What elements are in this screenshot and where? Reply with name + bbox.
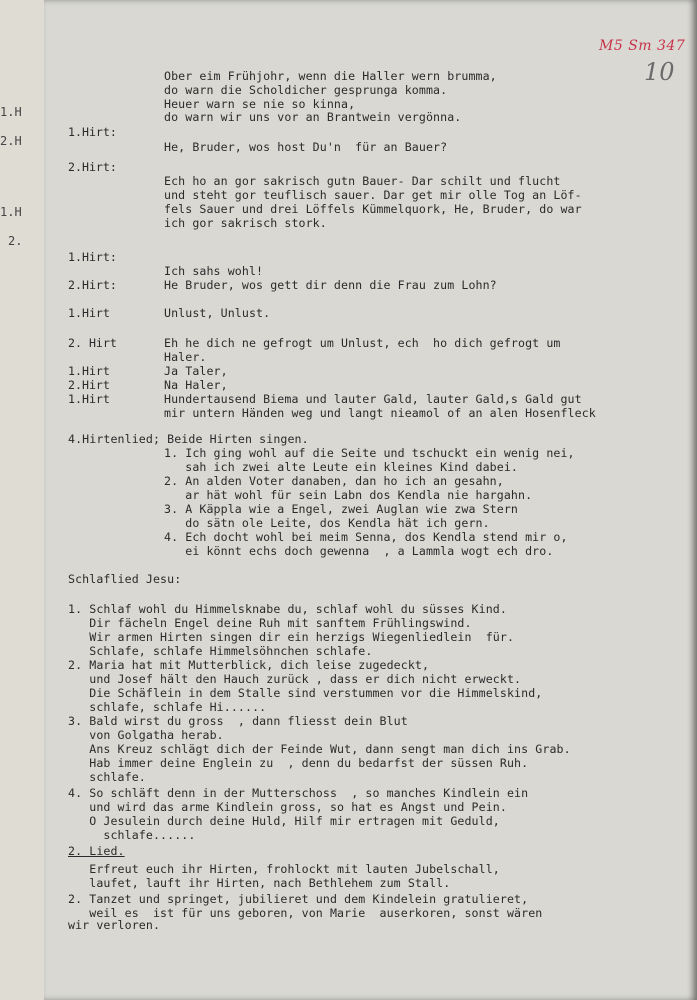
dialogue-line: fels Sauer und drei Löffels Kümmelquork, He, Bruder, do war xyxy=(164,202,582,216)
dialogue-line: Ich sahs wohl! xyxy=(164,264,264,278)
verse-line: Wir armen Hirten singen dir ein herzigs Wiegenliedlein für. xyxy=(68,630,515,644)
verse-line: wir verloren. xyxy=(68,918,161,932)
intro-line: do warn die Scholdicher gesprunga komma. xyxy=(164,83,448,97)
verse-line: ei könnt echs doch gewenna , a Lammla wogt ech dro. xyxy=(164,544,554,558)
verse-line: 1. Ich ging wohl auf die Seite und tschuckt ein wenig nei, xyxy=(164,446,575,460)
under-page-mark: 2.H xyxy=(0,134,22,148)
verse-line: 4. So schläft denn in der Mutterschoss , so manches Kindlein ein xyxy=(68,786,529,800)
speaker-label: 2. Hirt xyxy=(68,336,117,350)
dialogue-line: He Bruder, wos gett dir denn die Frau zum Lohn? xyxy=(164,278,497,292)
section-heading: 4.Hirtenlied; Beide Hirten singen. xyxy=(68,432,309,446)
verse-line: schlafe. xyxy=(68,770,146,784)
speaker-label: 1.Hirt xyxy=(68,364,110,378)
verse-line: Dir fächeln Engel deine Ruh mit sanftem Frühlingswind. xyxy=(68,616,472,630)
section-heading: Schlaflied Jesu: xyxy=(68,572,182,586)
dialogue-line: Ech ho an gor sakrisch gutn Bauer- Dar schilt und flucht xyxy=(164,174,561,188)
speaker-label: 2.Hirt: xyxy=(68,160,117,174)
verse-line: Hab immer deine Englein zu , denn du bedarfst der süssen Ruh. xyxy=(68,756,529,770)
dialogue-line: Ja Taler, xyxy=(164,364,228,378)
verse-line: schlafe, schlafe Hi...... xyxy=(68,700,267,714)
verse-line: schlafe...... xyxy=(68,828,196,842)
verse-line: 2. Tanzet und springet, jubilieret und dem Kindelein gratulieret, xyxy=(68,892,529,906)
verse-line: Schlafe, schlafe Himmelsöhnchen schlafe. xyxy=(68,644,373,658)
speaker-label: 1.Hirt xyxy=(68,392,110,406)
intro-line: do warn wir uns vor an Brantwein vergönna. xyxy=(164,110,462,124)
verse-line: O Jesulein durch deine Huld, Hilf mir ertragen mit Geduld, xyxy=(68,814,500,828)
verse-line: weil es ist für uns geboren, von Marie auserkoren, sonst wären xyxy=(68,906,543,920)
verse-line: 3. Bald wirst du gross , dann fliesst dein Blut xyxy=(68,714,408,728)
verse-line: Erfreut euch ihr Hirten, frohlockt mit lauten Jubelschall, xyxy=(68,862,500,876)
under-page-mark: 2. xyxy=(8,234,23,248)
speaker-label: 2.Hirt xyxy=(68,378,110,392)
under-page-mark: 1.H xyxy=(0,205,22,219)
speaker-label: 1.Hirt: xyxy=(68,250,117,264)
dialogue-line: Na Haler, xyxy=(164,378,228,392)
verse-line: Ans Kreuz schlägt dich der Feinde Wut, dann sengt man dich ins Grab. xyxy=(68,742,571,756)
page-number: 10 xyxy=(644,58,675,86)
dialogue-line: und steht gor teuflisch sauer. Dar get mir olle Tog an Löf- xyxy=(164,188,582,202)
verse-line: laufet, lauft ihr Hirten, nach Bethlehem zum Stall. xyxy=(68,876,451,890)
verse-line: 2. An alden Voter danaben, dan ho ich an gesahn, xyxy=(164,474,504,488)
verse-line: 4. Ech docht wohl bei meim Senna, dos Kendla stend mir o, xyxy=(164,530,568,544)
verse-line: 3. A Käppla wie a Engel, zwei Auglan wie zwa Stern xyxy=(164,502,519,516)
dialogue-line: He, Bruder, wos host Du'n für an Bauer? xyxy=(164,140,448,154)
underlying-page xyxy=(0,0,45,1000)
speaker-label: 2.Hirt: xyxy=(68,278,117,292)
verse-line: von Golgatha herab. xyxy=(68,728,224,742)
verse-line: und Josef hält den Hauch zurück , dass er dich nicht erweckt. xyxy=(68,672,522,686)
dialogue-line: Unlust, Unlust. xyxy=(164,306,271,320)
verse-line: ar hät wohl für sein Labn dos Kendla nie hargahn. xyxy=(164,488,533,502)
intro-line: Ober eim Frühjohr, wenn die Haller wern brumma, xyxy=(164,69,497,83)
typewritten-page xyxy=(44,0,697,1000)
dialogue-line: ich gor sakrisch stork. xyxy=(164,216,327,230)
speaker-label: 1.Hirt xyxy=(68,306,110,320)
verse-line: und wird das arme Kindlein gross, so hat es Angst und Pein. xyxy=(68,800,507,814)
dialogue-line: Eh he dich ne gefrogt um Unlust, ech ho dich gefrogt um xyxy=(164,336,561,350)
archive-signature: M5 Sm 347 xyxy=(599,38,686,54)
verse-line: do sätn ole Leite, dos Kendla hät ich gern. xyxy=(164,516,490,530)
under-page-mark: 1.H xyxy=(0,105,22,119)
speaker-label: 1.Hirt: xyxy=(68,125,117,139)
verse-line: 2. Maria hat mit Mutterblick, dich leise zugedeckt, xyxy=(68,658,430,672)
dialogue-line: Haler. xyxy=(164,350,207,364)
section-heading: 2. Lied. xyxy=(68,844,125,858)
intro-line: Heuer warn se nie so kinna, xyxy=(164,97,356,111)
verse-line: sah ich zwei alte Leute ein kleines Kind dabei. xyxy=(164,460,519,474)
verse-line: Die Schäflein in dem Stalle sind verstummen vor die Himmelskind, xyxy=(68,686,543,700)
verse-line: 1. Schlaf wohl du Himmelsknabe du, schlaf wohl du süsses Kind. xyxy=(68,602,507,616)
dialogue-line: Hundertausend Biema und lauter Gald, lauter Gald,s Gald gut xyxy=(164,392,582,406)
dialogue-line: mir untern Händen weg und langt nieamol of an alen Hosenfleck xyxy=(164,406,596,420)
